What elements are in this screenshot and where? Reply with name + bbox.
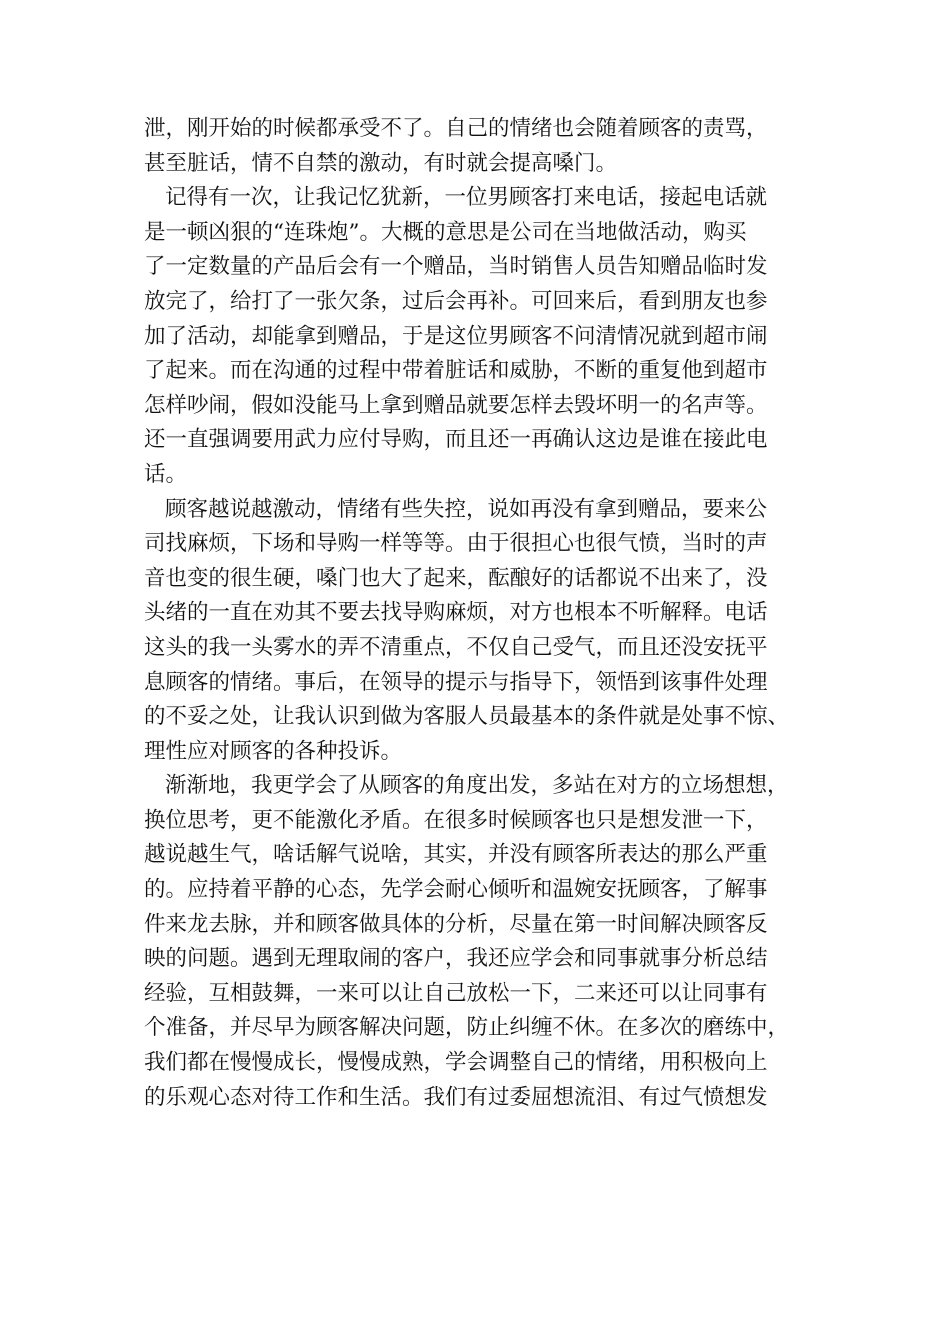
text-line: 息顾客的情绪。事后，在领导的提示与指导下，领悟到该事件处理 — [144, 669, 768, 695]
text-line: 我们都在慢慢成长，慢慢成熟，学会调整自己的情绪，用积极向上 — [144, 1050, 768, 1076]
paragraph — [144, 112, 804, 181]
text-line: 顾客越说越激动，情绪有些失控，说如再没有拿到赠品，要来公 — [165, 496, 768, 522]
text-line: 话。 — [144, 461, 188, 487]
text-line: 还一直强调要用武力应付导购，而且还一再确认这边是谁在接此电 — [144, 427, 768, 453]
text-line: 这头的我一头雾水的弄不清重点，不仅自己受气，而且还没安抚平 — [144, 634, 768, 660]
text-line: 渐渐地，我更学会了从顾客的角度出发，多站在对方的立场想想， — [165, 773, 789, 799]
text-line: 了一定数量的产品后会有一个赠品，当时销售人员告知赠品临时发 — [144, 254, 768, 280]
text-line: 加了活动，却能拿到赠品，于是这位男顾客不问清情况就到超市闹 — [144, 323, 768, 349]
text-line: 怎样吵闹，假如没能马上拿到赠品就要怎样去毁坏明一的名声等。 — [144, 392, 768, 418]
paragraph — [144, 493, 804, 770]
document-body — [144, 112, 804, 1115]
text-line: 头绪的一直在劝其不要去找导购麻烦，对方也根本不听解释。电话 — [144, 600, 768, 626]
text-line: 越说越生气，啥话解气说啥，其实，并没有顾客所表达的那么严重 — [144, 842, 768, 868]
text-line: 甚至脏话，情不自禁的激动，有时就会提高嗓门。 — [144, 150, 618, 176]
text-line: 经验，互相鼓舞，一来可以让自己放松一下，二来还可以让同事有 — [144, 980, 768, 1006]
text-line: 件来龙去脉，并和顾客做具体的分析，尽量在第一时间解决顾客反 — [144, 911, 768, 937]
text-line: 音也变的很生硬，嗓门也大了起来，酝酿好的话都说不出来了，没 — [144, 565, 768, 591]
text-line: 的不妥之处，让我认识到做为客服人员最基本的条件就是处事不惊、 — [144, 704, 790, 730]
text-line: 的乐观心态对待工作和生活。我们有过委屈想流泪、有过气愤想发 — [144, 1084, 768, 1110]
text-line: 理性应对顾客的各种投诉。 — [144, 738, 403, 764]
text-line: 映的问题。遇到无理取闹的客户，我还应学会和同事就事分析总结 — [144, 946, 768, 972]
text-line: 司找麻烦，下场和导购一样等等。由于很担心也很气愤，当时的声 — [144, 531, 768, 557]
text-line: 记得有一次，让我记忆犹新，一位男顾客打来电话，接起电话就 — [165, 185, 768, 211]
text-line: 换位思考，更不能激化矛盾。在很多时候顾客也只是想发泄一下， — [144, 807, 768, 833]
paragraph — [144, 769, 804, 1115]
text-line: 的。应持着平静的心态，先学会耐心倾听和温婉安抚顾客，了解事 — [144, 877, 768, 903]
text-line: 泄，刚开始的时候都承受不了。自己的情绪也会随着顾客的责骂， — [144, 116, 768, 141]
text-line: 是一顿凶狠的“连珠炮”。大概的意思是公司在当地做活动，购买 — [144, 219, 747, 245]
paragraph — [144, 181, 804, 492]
text-line: 个准备，并尽早为顾客解决问题，防止纠缠不休。在多次的磨练中， — [144, 1015, 790, 1041]
text-line: 放完了，给打了一张欠条，过后会再补。可回来后，看到朋友也参 — [144, 288, 768, 314]
text-line: 了起来。而在沟通的过程中带着脏话和威胁，不断的重复他到超市 — [144, 358, 768, 384]
